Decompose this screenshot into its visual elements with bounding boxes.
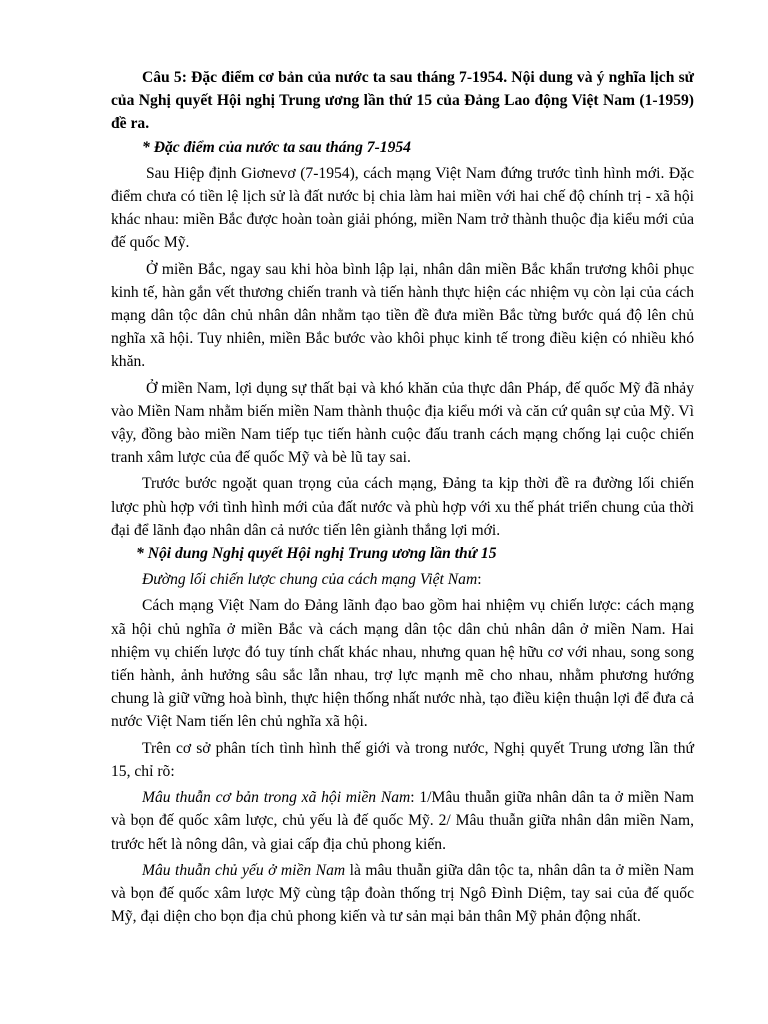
main-contradiction-italic: Mâu thuẫn chủ yếu ở miền Nam [142, 861, 346, 879]
section-heading-resolution: * Nội dung Nghị quyết Hội nghị Trung ương lần thứ 15 [136, 545, 497, 563]
basic-contradiction-italic: Mâu thuẫn cơ bản trong xã hội miền Nam [142, 789, 411, 807]
paragraph-basic-contradiction [111, 786, 694, 856]
paragraph-south: Ở miền Nam, lợi dụng sự thất bại và khó khăn của thực dân Pháp, đế quốc Mỹ đã nhảy vào Miền Nam nhằm biến miền Nam thành thuộc địa kiểu mới và căn cứ quân sự của Mỹ. Vì vậy, đồng bào miền Nam tiếp tục tiến hành cuộc đấu tranh cách mạng chống lại cuộc chiến tranh xâm lược của đế quốc Mỹ và bè lũ tay sai. [111, 379, 694, 467]
paragraph-analysis: Trên cơ sở phân tích tình hình thế giới và trong nước, Nghị quyết Trung ương lần thứ 15, chỉ rõ: [111, 739, 694, 780]
document-title: Câu 5: Đặc điểm cơ bản của nước ta sau tháng 7-1954. Nội dung và ý nghĩa lịch sử của Nghị quyết Hội nghị Trung ương lần thứ 15 của Đảng Lao động Việt Nam (1-1959) đề ra. [111, 69, 694, 133]
main-contradiction-text: là mâu thuẫn giữa dân tộc ta, nhân dân ta ở miền Nam và bọn đế quốc xâm lược Mỹ cùng tập đoàn thống trị Ngô Đình Diệm, tay sai của đế quốc Mỹ, đại diện cho bọn địa chủ phong kiến và tư sản mại bản thân Mỹ phản động nhất. [111, 861, 694, 926]
strategy-line-colon: : [477, 571, 482, 589]
paragraph-two-tasks: Cách mạng Việt Nam do Đảng lãnh đạo bao gồm hai nhiệm vụ chiến lược: cách mạng xã hội chủ nghĩa ở miền Bắc và cách mạng dân tộc dân chủ nhân dân ở miền Nam. Hai nhiệm vụ chiến lược đó tuy tính chất khác nhau, nhưng quan hệ hữu cơ với nhau, song song tiến hành, ảnh hưởng sâu sắc lẫn nhau, trợ lực mạnh mẽ cho nhau, nhằm phương hướng chung là giữ vững hoà bình, thực hiện thống nhất nước nhà, tạo điều kiện thuận lợi để đưa cả nước Việt Nam tiến lên chủ nghĩa xã hội. [111, 597, 694, 731]
paragraph-turning-point: Trước bước ngoặt quan trọng của cách mạng, Đảng ta kịp thời đề ra đường lối chiến lược phù hợp với tình hình mới của đất nước và phù hợp với xu thế phát triển chung của thời đại để lãnh đạo nhân dân cả nước tiến lên giành thắng lợi mới. [111, 475, 694, 539]
document-page [111, 66, 694, 928]
paragraph-strategy-line [111, 568, 694, 591]
paragraph-geneva: Sau Hiệp định Giơnevơ (7-1954), cách mạng Việt Nam đứng trước tình hình mới. Đặc điểm chưa có tiền lệ lịch sử là đất nước bị chia làm hai miền với hai chế độ chính trị - xã hội khác nhau: miền Bắc được hoàn toàn giải phóng, miền Nam trở thành thuộc địa kiểu mới của đế quốc Mỹ. [111, 164, 694, 252]
paragraph-main-contradiction [111, 859, 694, 929]
strategy-line-italic: Đường lối chiến lược chung của cách mạng Việt Nam [142, 571, 478, 589]
basic-contradiction-text: : 1/Mâu thuẫn giữa nhân dân ta ở miền Nam và bọn đế quốc xâm lược, chủ yếu là đế quốc Mỹ. 2/ Mâu thuẫn giữa nhân dân miền Nam, trước hết là nông dân, và giai cấp địa chủ phong kiến. [111, 789, 694, 853]
section-heading-characteristics: * Đặc điểm của nước ta sau tháng 7-1954 [142, 138, 411, 156]
paragraph-north: Ở miền Bắc, ngay sau khi hòa bình lập lại, nhân dân miền Bắc khẩn trương khôi phục kinh tế, hàn gắn vết thương chiến tranh và tiến hành thực hiện các nhiệm vụ còn lại của cách mạng dân tộc dân chủ nhân dân nhằm tạo tiền đề đưa miền Bắc từng bước quá độ lên chủ nghĩa xã hội. Tuy nhiên, miền Bắc bước vào khôi phục kinh tế trong điều kiện có nhiều khó khăn. [111, 260, 694, 371]
